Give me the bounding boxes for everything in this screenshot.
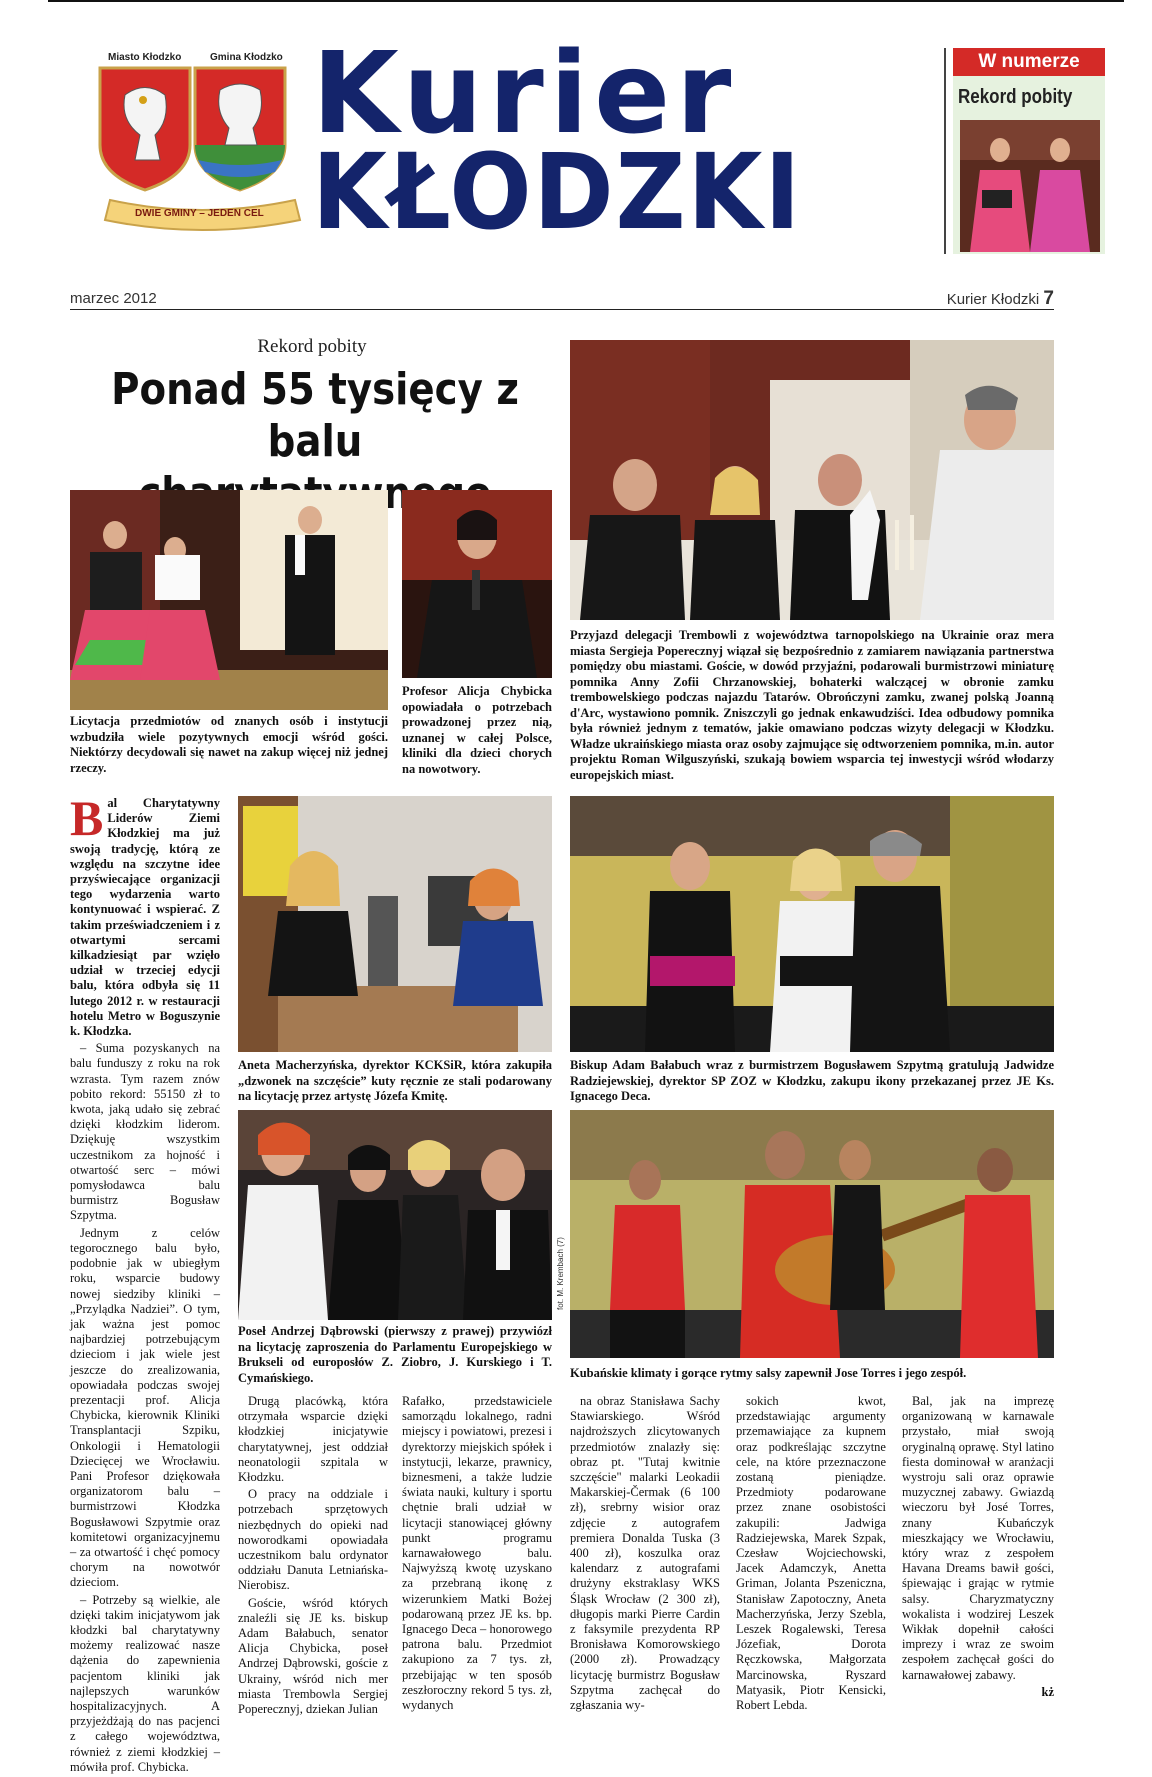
in-issue-photo bbox=[960, 120, 1100, 252]
article-headline: Ponad 55 tysięcy z balu bbox=[111, 364, 519, 467]
author-signature: kż bbox=[1041, 1684, 1054, 1699]
column-1-paragraph-3: – Potrzeby są wielkie, ale dzięki takim inicjatywom jak kłodzki bal charytatywny możemy realizować nasze dążenia do zapewnienia pacjentom kliniki jak najlepszych warunków hospitalizacyjnych. A przyjeżdżają do nas pacjenci z całego województwa, również z ziemi kłodzkiej – mówiła prof. Chybicka. bbox=[70, 1592, 220, 1774]
caption-macherzynska: Aneta Macherzyńska, dyrektor KCKSiR, która zakupiła „dzwonek na szczęście” kuty ręcznie ze stali podarowany na licytację przez artystę Józefa Kmitę. bbox=[238, 1058, 552, 1103]
column-1-paragraph-1: – Suma pozyskanych na balu funduszy z roku na rok wzrasta. Tym razem znów pobito rekord: 55150 zł to kwota, jaką udało się zebrać dzięki kłodzkim liderom. Dziękuję wszystkim uczestnikom za hojność i otwartość serc – mówi pomysłodawca balu burmistrz Bogusław Szpytma. bbox=[70, 1041, 220, 1223]
page-info bbox=[947, 288, 1054, 310]
crest-left-label: Miasto Kłodzko bbox=[108, 52, 182, 63]
article-column-5 bbox=[902, 1394, 1054, 1702]
article-column-2b bbox=[402, 1394, 552, 1724]
caption-dabrowski: Poseł Andrzej Dąbrowski (pierwszy z prawej) przywiózł na licytację zaproszenia do Parlamentu Europejskiego w Brukseli od europosłów Z. Ziobro, J. Kurskiego i T. Cymańskiego. bbox=[238, 1324, 552, 1385]
masthead-title-line2: KŁODZKI bbox=[312, 131, 803, 253]
column-2-paragraph-2: O pracy na oddziale i potrzebach sprzętowych niezbędnych do opieki nad noworodkami opowiadała uczestnikom balu ordynator oddziału Danuta Letniańska-Nierobisz. bbox=[238, 1487, 388, 1593]
column-5-paragraph-1: Bal, jak na imprezę organizowaną w karnawale przystało, miał swoją oryginalną oprawę. Styl latino fiesta dominował w aranżacji wystroju sali oraz oprawie muzycznej zabawy. Gwiazdą wieczoru był José Torres, znany Kubańczyk mieszkający we Wrocławiu, który wraz z zespołem Havana Dreams bawił gości, śpiewając i grając w rytmie salsy. Charyzmatyczny wokalista i wodzirej Leszek Wikłak dopełnił całości imprezy i wraz ze swoim zespołem zachęcał gości do karnawałowej zabawy. bbox=[902, 1394, 1054, 1682]
column-1-paragraph-2: Jednym z celów tegorocznego balu było, podobnie jak w ubiegłym roku, wsparcie budowy nowej siedziby kliniki – „Przylądka Nadziei”. O tym, jak ważna jest pomoc najbardziej potrzebującym dzieciom i jak wiele jest jeszcze do zrealizowania, opowiadała podczas swojej prezentacji prof. Alicja Chybicka, kierownik Kliniki Transplantacji Szpiku, Onkologii i Hematologii Dziecięcej we Wrocławiu. Pani Profesor dziękowała organizatorom balu – burmistrzowi Kłodzka Bogusławowi Szpytmie oraz komitetowi organizacyjnemu – za otwartość i chęć pomocy chorym na nowotwór dzieciom. bbox=[70, 1225, 220, 1590]
caption-torres: Kubańskie klimaty i gorące rytmy salsy zapewnił Jose Torres i jego zespół. bbox=[570, 1366, 967, 1380]
photo-dabrowski bbox=[238, 1110, 552, 1320]
column-4-paragraph-1: sokich kwot, przedstawiając argumenty przemawiające za kupnem oraz podkreślając szczytne cele, na które przeznaczone zostaną pieniądze. Przedmioty podarowane przez znane osobistości zakupili: Jadwiga Radziejewska, Marek Szpak, Czesław Wojciechowski, Jacek Adamczyk, Anetta Griman, Jolanta Pszeniczna, Stanisław Zapotoczny, Aneta Macherzyńska, Jerzy Szebla, Leszek Rogalewski, Teresa Józefiak, Dorota Ręczkowska, Małgorzata Marcinowska, Ryszard Matyasik, Piotr Kensicki, Robert Lebda. bbox=[736, 1394, 886, 1713]
photo-chybicka bbox=[402, 490, 552, 678]
article-lead: al Charytatywny Liderów Ziemi Kłodzkiej ma już swoją tradycję, którą ze względu na szczytne idee przyświecające organizacji tego wydarzenia warto kontynuować i wspierać. Z takim przeświadczeniem i z otwartymi sercami kilkadziesiąt par wzięło udział w trzeciej edycji balu, która odbyła się 11 lutego 2012 r. w restauracji hotelu Metro w Boguszynie k. Kłodzka. bbox=[70, 796, 220, 1039]
caption-bishop: Biskup Adam Bałabuch wraz z burmistrzem Bogusławem Szpytmą gratulują Jadwidze Radziejewskiej, dyrektor SP ZOZ w Kłodzku, zakupu ikony przekazanej przez JE Ks. Ignacego Deca. bbox=[570, 1058, 1054, 1103]
caption-trembowla: Przyjazd delegacji Trembowli z województwa tarnopolskiego na Ukrainie oraz mera miasta Sergieja Poperecznyj wiązał się bezpośrednio z zamiarem nawiązania partnerstwa pomiędzy obu miastami. Goście, w dowód przyjaźni, podarowali burmistrzowi miniaturę pomnika Anny Zofii Chrzanowskiej, bohaterki walczącej w obronie zamku trembowelskiego podczas najazdu Tatarów. Obrończyni zamku, zwanej polską Joanną d'Arc, wystawiono pomnik. Zniszczyli go jednak enkawudziści. Idea odbudowy pomnika była również jednym z tematów, jakie omawiano podczas wizyty delegacji w Kłodzku. Władze ukraińskiego miasta oraz osoby zajmujące się odtworzeniem pomnika, m.in. autor projektu Roman Wilguszyński, szukają bowiem wsparcia tej inwestycji wśród włodarzy europejskich miast. bbox=[570, 628, 1054, 782]
in-issue-label: W numerze bbox=[953, 48, 1105, 76]
photo-bishop bbox=[570, 796, 1054, 1052]
in-issue-title: Rekord pobity bbox=[958, 86, 1073, 108]
page-number: 7 bbox=[1043, 288, 1054, 309]
column-2-paragraph-3: Goście, wśród których znaleźli się JE ks. biskup Adam Bałabuch, senator Alicja Chybicka, poseł Andrzej Dąbrowski, goście z Ukrainy, wśród nich mer miasta Trembowla Sergiej Poperecznyj, dziekan Julian bbox=[238, 1595, 388, 1717]
crest-right-label: Gmina Kłodzko bbox=[210, 52, 283, 63]
column-2-paragraph-3-continued: Rafałko, przedstawiciele samorządu lokalnego, radni miejscy i powiatowi, prezesi i dyrektorzy miejskich spółek i instytucji, lekarze, prawnicy, biznesmeni, a także ludzie świata nauki, kultury i sportu chętnie brali udział w licytacji stanowiącej główny punkt programu karnawałowego balu. Najwyższą kwotę uzyskano za przebraną ikonę z wizerunkiem Matki Bożej podarowaną przez JE ks. bp. Ignacego Deca – honorowego patrona balu. Przedmiot zakupiono za 7 tys. zł, przebijając w ten sposób zeszłoroczny rekord 5 tys. zł, wydanych bbox=[402, 1394, 552, 1713]
column-2-paragraph-1: Drugą placówką, która otrzymała wsparcie dzięki kłodzkiej inicjatywie charytatywnej, jest oddział neonatologii szpitala w Kłodzku. bbox=[238, 1394, 388, 1485]
masthead-title-line1: Kurier bbox=[312, 29, 738, 159]
dropcap: B bbox=[70, 790, 104, 846]
header-rule bbox=[70, 309, 1054, 310]
crest-ribbon-text: DWIE GMINY – JEDEN CEL bbox=[135, 208, 264, 219]
article-column-1 bbox=[70, 790, 220, 1777]
photo-macherzynska bbox=[238, 796, 552, 1052]
issue-date: marzec 2012 bbox=[70, 290, 157, 307]
photo-torres-band bbox=[570, 1110, 1054, 1358]
photo-auction bbox=[70, 490, 388, 710]
top-rule bbox=[48, 0, 1124, 2]
column-3-paragraph-1: na obraz Stanisława Sachy Stawiarskiego. Wśród najdroższych zlicytowanych przedmiotów znalazły się: obraz pt. "Tutaj kwitnie szczęście" malarki Leokadii Makarskiej-Čermak (6 100 zł), srebrny wisior oraz zdjęcie z autografem premiera Donalda Tuska (3 400 zł), koszulka oraz kalendarz z autografami drużyny ekstraklasy WKS Śląsk Wrocław (2 300 zł), długopis marki Pierre Cardin z faksymile prezydenta RP Bronisława Komorowskiego (2000 zł). Prowadzący licytację burmistrz Bogusław Szpytma zachęcał do zgłaszania wy- bbox=[570, 1394, 720, 1713]
photo-credit: fot. M. Krembach (7) bbox=[556, 1237, 565, 1310]
caption-chybicka: Profesor Alicja Chybicka opowiadała o potrzebach prowadzonej przez nią, uznanej w całej Polsce, kliniki dla dzieci chorych na nowotwory. bbox=[402, 684, 552, 776]
paper-name: Kurier Kłodzki bbox=[946, 291, 1040, 308]
article-column-3 bbox=[570, 1394, 720, 1715]
article-column-2 bbox=[238, 1394, 388, 1724]
photo-trembowla bbox=[570, 340, 1054, 620]
article-kicker: Rekord pobity bbox=[257, 336, 367, 357]
caption-auction: Licytacja przedmiotów od znanych osób i instytucji wzbudziła wiele pozytywnych emocji wśród gości. Niektórzy decydowali się nawet na zakup więcej niż jednej rzeczy. bbox=[70, 714, 388, 775]
article-column-4 bbox=[736, 1394, 886, 1715]
masthead-divider bbox=[944, 48, 946, 254]
